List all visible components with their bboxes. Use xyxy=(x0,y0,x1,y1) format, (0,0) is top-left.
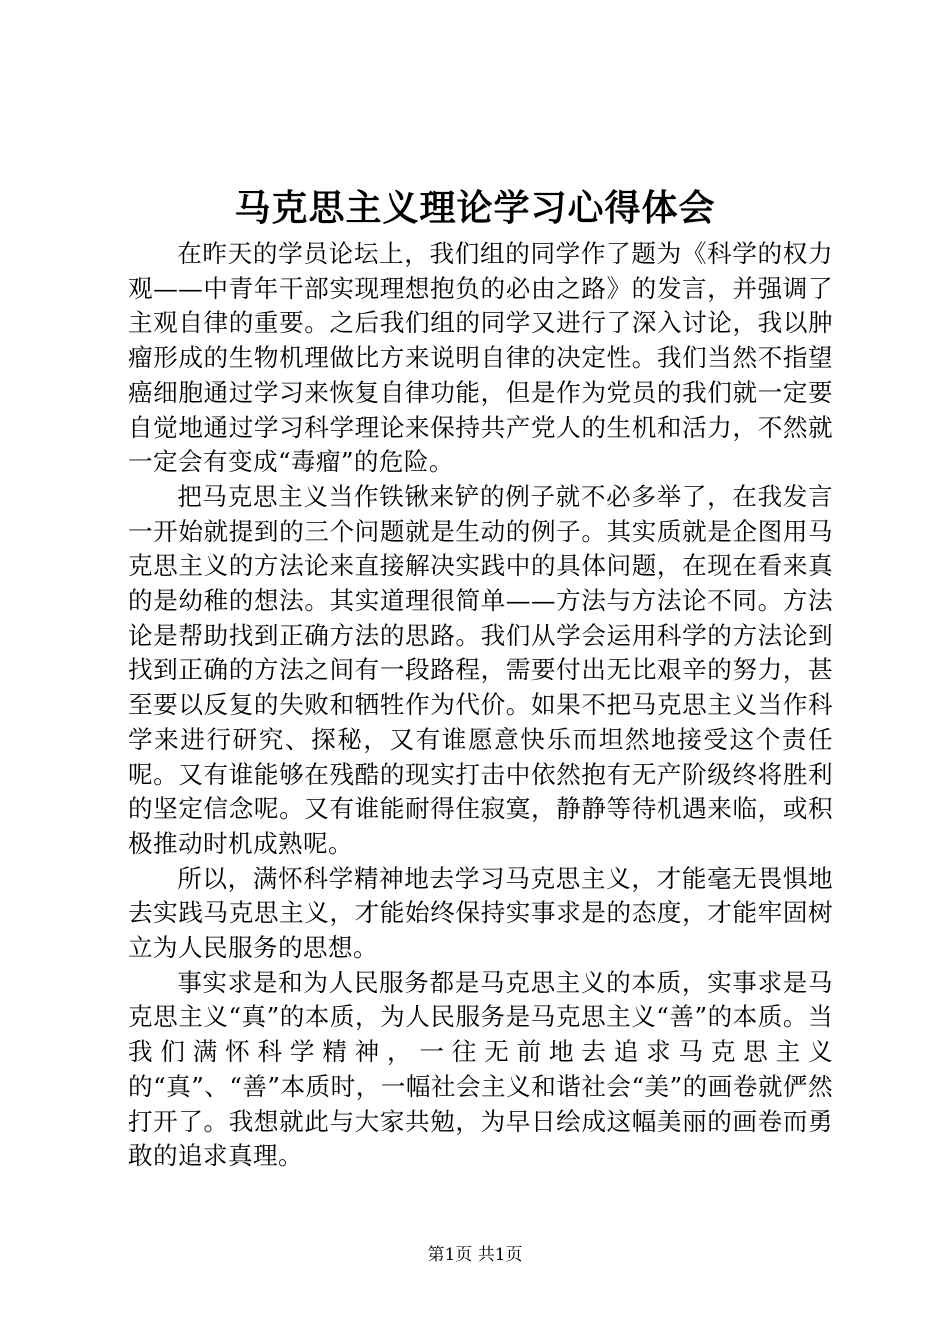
paragraph-1: 在昨天的学员论坛上，我们组的同学作了题为《科学的权力观——中青年干部实现理想抱负的必由之路》的发言，并强调了主观自律的重要。之后我们组的同学又进行了深入讨论，我以肿瘤形成的生物机理做比方来说明自律的决定性。我们当然不指望癌细胞通过学习来恢复自律功能，但是作为党员的我们就一定要自觉地通过学习科学理论来保持共产党人的生机和活力，不然就一定会有变成“毒瘤”的危险。 xyxy=(128,239,833,477)
page-number-footer: 第1页 共1页 xyxy=(427,1245,523,1265)
paragraph-3: 所以，满怀科学精神地去学习马克思主义，才能毫无畏惧地去实践马克思主义，才能始终保持实事求是的态度，才能牢固树立为人民服务的思想。 xyxy=(128,863,833,963)
document-title: 马克思主义理论学习心得体会 xyxy=(234,187,716,229)
paragraph-4: 事实求是和为人民服务都是马克思主义的本质，实事求是马克思主义“真”的本质，为人民服务是马克思主义“善”的本质。当我们满怀科学精神，一往无前地去追求马克思主义的“真”、“善”本质时，一幅社会主义和谐社会“美”的画卷就俨然打开了。我想就此与大家共勉，为早日绘成这幅美丽的画卷而勇敢的追求真理。 xyxy=(128,967,833,1171)
document-body xyxy=(128,237,833,1174)
paragraph-2: 把马克思主义当作铁锹来铲的例子就不必多举了，在我发言一开始就提到的三个问题就是生动的例子。其实质就是企图用马克思主义的方法论来直接解决实践中的具体问题，在现在看来真的是幼稚的想法。其实道理很简单——方法与方法论不同。方法论是帮助找到正确方法的思路。我们从学会运用科学的方法论到找到正确的方法之间有一段路程，需要付出无比艰辛的努力，甚至要以反复的失败和牺牲作为代价。如果不把马克思主义当作科学来进行研究、探秘，又有谁愿意快乐而坦然地接受这个责任呢。又有谁能够在残酷的现实打击中依然抱有无产阶级终将胜利的坚定信念呢。又有谁能耐得住寂寞，静静等待机遇来临，或积极推动时机成熟呢。 xyxy=(128,481,833,858)
